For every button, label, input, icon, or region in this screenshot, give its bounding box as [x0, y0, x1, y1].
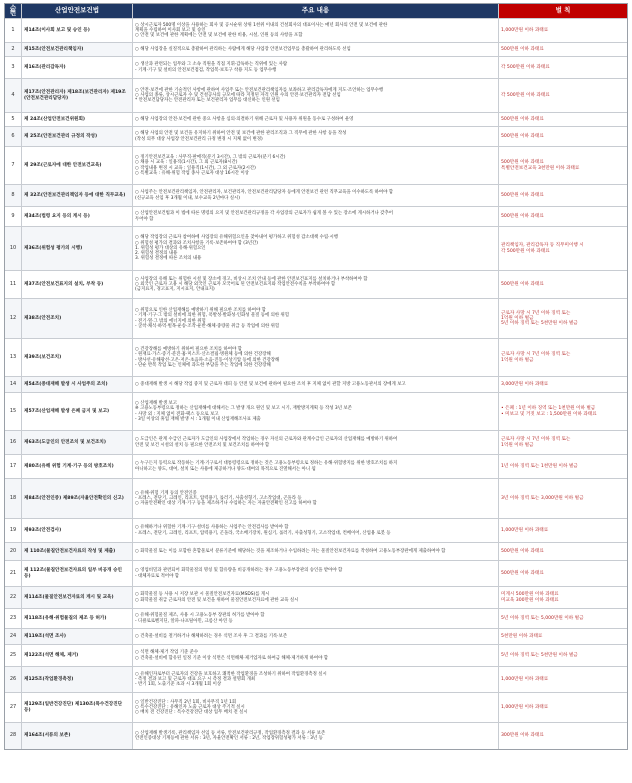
penalty-line: 5년 이하 징역 또는 5천만원 이하 벌금 — [501, 652, 578, 658]
content-line: - 방사선·유해광선·고온·저온·초음파·소음·진동·이상기압 등에 의한 건강장해 — [135, 357, 280, 363]
row-law-article: 제 24조(산업안전보건위원회) — [22, 113, 133, 126]
row-number: 17 — [5, 455, 22, 478]
content-line: ○ 건축물·설비를 철거하거나 해체하려는 경우 석면 조사 후 그 결과를 기록·보존 — [135, 633, 288, 639]
content-line: ○ 유해·위험물질 제조, 사용 시 고용노동부 장관의 허가를 받아야 함 — [135, 613, 265, 619]
content-line: ○ 중대재해 발생 시 해당 작업 중지 및 근로자 대피 등 안전 및 보건에 관하여 필요한 조치 후 지체 없이 관할 지방 고용노동관서의 장에게 보고 — [135, 381, 406, 387]
row-number: 6 — [5, 127, 22, 146]
row-law-article: 제164조(서류의 보존) — [22, 723, 133, 749]
row-law-article: 제 32조(안전보건관리책임자 등에 대한 직무교육) — [22, 185, 133, 206]
content-line: - 기계·기구·그 밖의 설비에 의한 위험, 폭발성·발화성·인화성 물질 등에 의한 위험 — [135, 313, 290, 319]
content-line: ○ 작업내용 변경 시 교육 : 일용직(1시간), 그 외 근로자(2시간) — [135, 165, 256, 171]
penalty-line: 500만원 이하 과태료 — [501, 133, 544, 139]
content-line: 계획을 수립하여 이사회 보고 및 승인 — [135, 27, 206, 33]
content-line: - 전기·열·그 밖의 에너지에 의한 위험 — [135, 318, 206, 324]
row-number: 25 — [5, 645, 22, 666]
table-row — [5, 377, 627, 393]
table-header — [5, 4, 627, 19]
content-line: ○ 영업비밀과 관련되어 화학물질의 명칭 및 함유량을 비공개하려는 경우 고용노동부장관의 승인을 받아야 함 — [135, 568, 343, 574]
row-number: 16 — [5, 431, 22, 454]
row-law-article: 제80조(유해 위험 기계·기구 등의 방호조치) — [22, 455, 133, 478]
penalty-line: 3년 이하 징역 또는 3,000만원 이하 벌금 — [501, 495, 584, 501]
content-line: ○ 해당 사업장의 안전·보건에 관한 중요 사항을 심의·의결하기 위해 근로자 및 사용자 위원을 동수로 구성하여 운영 — [135, 116, 354, 122]
penalty-line: 500만원 이하 과태료 — [501, 46, 544, 52]
row-penalty — [499, 147, 627, 184]
content-line: ○ 상시근로자 500명 이상을 사용하는 회사 및 공시순위 상위 1천위 이내의 건설회사의 대표이사는 매년 회사의 안전 및 보건에 관한 — [135, 22, 388, 28]
content-line: ○ 위험성 평가의 결과와 조치사항을 기록·보존하여야 함 (3년간) — [135, 240, 259, 246]
row-penalty — [499, 667, 627, 692]
row-penalty — [499, 629, 627, 644]
row-main-content — [133, 723, 499, 749]
row-main-content — [133, 519, 499, 542]
penalty-line: 근로자 사망 시 7년 이하 징역 또는 — [501, 352, 571, 358]
table-row — [5, 519, 627, 543]
content-line: (금지표지, 경고표지, 지시표지, 안내표지) — [135, 287, 215, 293]
content-line: 안전 및 보건 시설의 설치 등 필요한 안전조치 및 보건조치를 하여야 함 — [135, 442, 270, 448]
header-no: 순번 — [5, 4, 22, 18]
content-line: ○ 외국인 근로자 고용 시 해당 외국인 근로자 모국어로 된 안전보건표지와 작업안전수칙을 부착하여야 함 — [135, 281, 336, 287]
row-law-article: 제34조(법령 요지 등의 게시 등) — [22, 207, 133, 226]
table-row — [5, 339, 627, 377]
penalty-line: 근로자 사망 시 7년 이하 징역 또는 — [501, 437, 571, 443]
table-row — [5, 113, 627, 127]
row-law-article: 제125조(작업환경측정) — [22, 667, 133, 692]
row-main-content — [133, 271, 499, 298]
row-penalty — [499, 127, 627, 146]
table-row — [5, 645, 627, 667]
row-law-article: 제38조(안전조치) — [22, 299, 133, 338]
row-main-content — [133, 147, 499, 184]
content-line: 2. 위험성 결정의 내용 — [135, 251, 178, 257]
row-number: 28 — [5, 723, 22, 749]
row-law-article: 제15조(안전보건관리책임자) — [22, 43, 133, 56]
penalty-line: 각 500만원 이하 과태료 — [501, 64, 550, 70]
row-law-article: 제14조(이사회 보고 및 승인 등) — [22, 19, 133, 42]
row-main-content — [133, 227, 499, 270]
row-number: 10 — [5, 227, 22, 270]
penalty-line: 1년 이하 징역 또는 1천만원 이하 벌금 — [501, 463, 578, 469]
content-line: - 반기 1회, 노출기준 초과 시 3개월 1회 이상 — [135, 682, 222, 688]
content-line: ○ 사업주는 안전보건관리책임자, 안전관리자, 보건관리자, 안전보건관리담당자 등에게 안전보건 관련 직무교육을 이수하도록 하여야 함 — [135, 190, 394, 196]
content-line: ○ 특수건강진단 : 유해인자 노출 근로자 대상 주기적 실시 — [135, 704, 245, 710]
row-number: 11 — [5, 271, 22, 298]
table-row — [5, 43, 627, 57]
row-law-article: 제37조(안전보건표지의 설치, 부착 등) — [22, 271, 133, 298]
content-line: ○ 사업의 종류, 상시근로자 수 및 건설공사의 규모에 따라 지정된 자격 인원 수의 안전·보건관리자 전담 선임 — [135, 92, 341, 98]
table-row — [5, 299, 627, 339]
row-number: 3 — [5, 57, 22, 78]
content-line: ○ 자율안전확인 대상 기계·기구 등을 제조하거나 수입하는 자는 자율안전확인 신고를 하여야 함 — [135, 501, 317, 507]
row-main-content — [133, 339, 499, 376]
content-line: ○ 안전·보건에 관한 기술적인 사항에 관하여 사업주 또는 안전보건관리책임자를 보좌하고 관리감독자에게 지도·조언하는 업무수행 — [135, 87, 384, 93]
row-main-content — [133, 299, 499, 338]
penalty-line: 각 500만원 이하 과태료 — [501, 248, 550, 254]
content-line: - 기계·기구 및 설비의 안전보건점검, 작업복·보호구 착용 지도 등 업무수행 — [135, 67, 277, 73]
row-number: 24 — [5, 629, 22, 644]
penalty-line: 300만원 이하 과태료 — [501, 733, 544, 739]
row-number: 5 — [5, 113, 22, 126]
penalty-line: 관리책임자, 관리감독자 등 직무미이행 시 — [501, 243, 584, 249]
table-row — [5, 431, 627, 455]
row-penalty — [499, 377, 627, 392]
table-row — [5, 227, 627, 271]
content-line: * 안전보건담당자는 안전관리자 또는 보건관리자 업무를 대신하는 인원 선임 — [135, 98, 280, 104]
row-number: 1 — [5, 19, 22, 42]
penalty-line: • 미보고 및 거짓 보고 : 1,500만원 이하 과태료 — [501, 411, 597, 417]
row-number: 4 — [5, 79, 22, 112]
table-row — [5, 479, 627, 519]
content-line: 3. 위험성 결정에 따른 조치의 내용 — [135, 256, 202, 262]
content-line: - 원재료·가스·증기·분진·흄·미스트·산소결핍·병원체 등에 의한 건강장해 — [135, 352, 271, 358]
row-main-content — [133, 609, 499, 628]
content-line: ○ 안전 및 보건에 관한 계획에는 안전 및 보건에 관한 비용, 시설, 인원 등의 사항을 포함 — [135, 33, 303, 39]
row-law-article: 제 110조(물질안전보건자료의 작성 및 제출) — [22, 543, 133, 560]
row-penalty — [499, 455, 627, 478]
row-number: 13 — [5, 339, 22, 376]
row-law-article: 제57조(산업재해 발생 은폐 금지 및 보고) — [22, 393, 133, 430]
row-penalty — [499, 519, 627, 542]
penalty-line: 5년 이하 징역 또는 5,000만원 이하 벌금 — [501, 615, 584, 621]
penalty-line: 1,000만원 이하 과태료 — [501, 676, 549, 682]
header-main: 주요 내용 — [133, 4, 499, 18]
row-main-content — [133, 57, 499, 78]
content-line: 1. 위험성 평가 대상의 유해·위험요인 — [135, 245, 206, 251]
row-main-content — [133, 431, 499, 454]
row-law-article: 제36조(위험성 평가의 시행) — [22, 227, 133, 270]
content-line: ○ 배치 전 건강진단 : 특수건강진단 대상 업무 배치 전 실시 — [135, 710, 248, 716]
row-penalty — [499, 57, 627, 78]
content-line: ○ 해당 사업의 안전 및 보건을 유지하기 위하여 안전 및 보건에 관한 관리조직과 그 직무에 관한 사항 등을 작성 — [135, 131, 347, 137]
content-line: ○ 화학물질 또는 이를 포함한 혼합물로서 분류기준에 해당하는 것을 제조하거나 수입하려는 자는 물질안전보건자료를 작성하여 고용노동부장관에게 제출하여야 함 — [135, 548, 446, 554]
content-line: ○ 산업안전보건법과 이 법에 따른 명령의 요지 및 안전보건관리규정을 각 사업장의 근로자가 쉽게 볼 수 있는 장소에 게시하거나 갖추어 — [135, 211, 393, 217]
table-row — [5, 57, 627, 79]
row-main-content — [133, 543, 499, 560]
content-line: (작성 의무 대상 사업장 안전보건관리 규정 변경 시 지체 없이 변경) — [135, 136, 263, 142]
content-line: - 디클로로벤지딘, 알파-나프틸아민, 크롬산 아연 등 — [135, 618, 233, 624]
row-law-article: 제17조(안전관리자) 제18조(보건관리자) 제19조(안전보건관리담당자) — [22, 79, 133, 112]
row-law-article: 제 112조(물질안전보건자료의 일부 비공개 승인 등) — [22, 561, 133, 586]
row-penalty — [499, 79, 627, 112]
row-number: 26 — [5, 667, 22, 692]
content-line: ○ 일반건강진단 : 사무직 2년 1회, 비사무직 1년 1회 — [135, 699, 237, 705]
row-law-article: 제 29조(근로자에 대한 안전보건교육) — [22, 147, 133, 184]
row-number: 18 — [5, 479, 22, 518]
content-line: ○ 생산과 관련되는 업무와 그 소속 직원을 직접 지휘·감독하는 직위에 있는 사람 — [135, 62, 288, 68]
row-penalty — [499, 723, 627, 749]
content-line: 안전인증대상 기계등에 관한 서류 : 3년, 자율안전확인 서류 : 2년, 작업장위험성평가 서류 : 3년 등 — [135, 736, 323, 741]
row-number: 27 — [5, 693, 22, 722]
table-row — [5, 667, 627, 693]
penalty-line: 500만원 이하 과태료 — [501, 281, 544, 287]
content-line: ○ 정기안전보건교육 : 사무직·판매직(분기 3시간), 그 밖의 근로자(분기 6시간) — [135, 154, 286, 160]
penalty-line: • 은폐 : 1년 이하 징역 또는 1천만원 이하 벌금 — [501, 406, 596, 412]
row-law-article: 제119조(석면 조사) — [22, 629, 133, 644]
row-law-article: 제 25조(안전보건관리 규정의 작성) — [22, 127, 133, 146]
penalty-line: 500만원 이하 과태료 — [501, 548, 544, 554]
penalty-line: 3,000만원 이하 과태료 — [501, 381, 549, 387]
table-row — [5, 185, 627, 207]
row-number: 9 — [5, 207, 22, 226]
row-main-content — [133, 667, 499, 692]
table-row — [5, 629, 627, 645]
content-line: ○ 유해인자로부터 근로자의 건강을 보호하고 쾌적한 작업환경을 조성하기 위하여 작업환경측정 실시 — [135, 671, 327, 677]
row-main-content — [133, 185, 499, 206]
row-main-content — [133, 393, 499, 430]
content-line: ○ 석면 해체·제거 작업 기준 준수 — [135, 650, 199, 656]
row-main-content — [133, 455, 499, 478]
row-penalty — [499, 185, 627, 206]
row-number: 19 — [5, 519, 22, 542]
row-number: 8 — [5, 185, 22, 206]
row-number: 22 — [5, 587, 22, 608]
content-line: 두어야 함 — [135, 216, 154, 222]
penalty-line: 각 500만원 이하 과태료 — [501, 92, 550, 98]
content-line: (신규교육 선임 후 3개월 이내, 보수교육 2년마다 실시) — [135, 195, 241, 201]
row-penalty — [499, 227, 627, 270]
content-line: ○ 산업재해 발생기록, 관리책임자 선임 등 서류, 안전보건관리규정, 작업환경측정 결과 등 서류 보존 — [135, 730, 326, 736]
penalty-line: 5천만원 이하 과태료 — [501, 633, 543, 639]
content-line: 아니하고는 양도, 대여, 설치 또는 사용에 제공하거나 양도·대여의 목적으로 진열해서는 아니 됨 — [135, 466, 316, 472]
content-line: - 단순 반복 작업 또는 인체에 과도한 부담을 주는 작업에 의한 건강장해 — [135, 362, 271, 368]
row-penalty — [499, 479, 627, 518]
row-main-content — [133, 561, 499, 586]
penalty-line: 1,000만원 이하 과태료 — [501, 527, 549, 533]
table-row — [5, 79, 627, 113]
row-main-content — [133, 207, 499, 226]
row-number: 14 — [5, 377, 22, 392]
content-line: - 사망 외 : 지체 없이 전화·팩스 등으로 보고 — [135, 411, 219, 417]
row-penalty — [499, 431, 627, 454]
penalty-line: 500만원 이하 과태료 — [501, 160, 544, 166]
row-penalty — [499, 43, 627, 56]
penalty-line: 500만원 이하 과태료 — [501, 570, 544, 576]
row-main-content — [133, 19, 499, 42]
row-number: 21 — [5, 561, 22, 586]
row-law-article: 제114조(물질안전보건자료의 게시 및 교육) — [22, 587, 133, 608]
row-law-article: 제129조(일반건강진단) 제130조(특수건강진단 등) — [22, 693, 133, 722]
table-row — [5, 587, 627, 609]
content-line: ○ 화학물질 등 사용 시 저장 보관 시 물질안전보건자료(MSDS)를 게시 — [135, 592, 270, 598]
row-main-content — [133, 645, 499, 666]
row-main-content — [133, 479, 499, 518]
row-law-article: 제93조(안전검사) — [22, 519, 133, 542]
row-number: 15 — [5, 393, 22, 430]
row-law-article: 제54조(중대재해 발생 시 사업주의 조치) — [22, 377, 133, 392]
content-line: ○ 위험으로 인한 산업재해를 예방하기 위해 필요한 조치를 하여야 함 — [135, 307, 266, 313]
content-line: ○ 채용 시 교육 : 일용직(1시간), 그 외 근로자(8시간) — [135, 160, 238, 166]
row-main-content — [133, 43, 499, 56]
row-law-article: 제39조(보건조치) — [22, 339, 133, 376]
table-row — [5, 543, 627, 561]
table-row — [5, 455, 627, 479]
row-main-content — [133, 79, 499, 112]
content-line: ○ 건축물·설비에 함유된 일정 기준 이상 석면은 석면해체·제거업자로 하여금 해체·제거하게 하여야 함 — [135, 655, 329, 661]
table-row — [5, 561, 627, 587]
penalty-line: 1억원 이하 벌금 — [501, 315, 534, 321]
table-row — [5, 723, 627, 749]
row-penalty — [499, 393, 627, 430]
penalty-line: 특별안전보건교육 3천만원 이하 과태료 — [501, 165, 580, 171]
penalty-line: 5년 이하 징역 또는 5천만원 이하 벌금 — [501, 321, 578, 327]
penalty-line: 근로자 사망 시 7년 이하 징역 또는 — [501, 310, 571, 316]
content-line: ○ 유해하거나 위험한 기계·기구·설비를 사용하는 사업주는 안전검사를 받아야 함 — [135, 525, 289, 531]
content-line: - 프레스, 전단기, 크레인, 리프트, 압력용기, 곤돌라, 국소배기장치, 원심기, 롤러기, 사출성형기, 고소작업대, 컨베이어, 산업용 로봇 등 — [135, 530, 391, 536]
row-penalty — [499, 207, 627, 226]
row-main-content — [133, 587, 499, 608]
table-row — [5, 271, 627, 299]
content-line: - 대체자료로 적어야 함 — [135, 573, 179, 579]
table-row — [5, 207, 627, 227]
row-penalty — [499, 19, 627, 42]
table-row — [5, 147, 627, 185]
content-line: - 프레스, 전단기, 크레인, 리프트, 압력용기, 롤러기, 사출성형기, 고소작업대, 곤돌라 등 — [135, 495, 302, 501]
penalty-line: 1억원 이하 벌금 — [501, 357, 534, 363]
row-number: 2 — [5, 43, 22, 56]
penalty-line: 1,000만원 이하 과태료 — [501, 704, 549, 710]
row-main-content — [133, 377, 499, 392]
penalty-line: 500만원 이하 과태료 — [501, 192, 544, 198]
content-line: - 측정 결과 보고 및 근로자 대표 요구 시 측정 결과 설명회 개최 — [135, 676, 256, 682]
row-penalty — [499, 543, 627, 560]
content-line: ○ 건강장해를 예방하기 위하여 필요한 조치를 하여야 함 — [135, 346, 242, 352]
penalty-line: 500만원 이하 과태료 — [501, 213, 544, 219]
row-number: 12 — [5, 299, 22, 338]
law-penalty-table — [4, 3, 628, 750]
row-penalty — [499, 299, 627, 338]
content-line: ※ 고용노동부령으로 정하는 산업재해에 대해서는 그 발생 개요 원인 및 보고 시기, 재발방지계획 등 작성 3년 보존 — [135, 406, 352, 412]
penalty-line: 1,000만원 이하 과태료 — [501, 27, 549, 33]
row-main-content — [133, 127, 499, 146]
table-row — [5, 393, 627, 431]
row-law-article: 제118조(유해·위험물질의 제조 등 허가) — [22, 609, 133, 628]
penalty-line: 미교육 300만원 이하 과태료 — [501, 597, 559, 603]
content-line: ○ 해당 작업장의 근로자 참여하에 사업장의 유해위험요인을 찾아내어 평가하고 위험성 감소대책 수립·시행 — [135, 235, 338, 241]
header-penalty: 벌 칙 — [499, 4, 627, 18]
row-penalty — [499, 693, 627, 722]
content-line: - 굴착·채석·하역·벌목·운송·조작·운반·해체·중량물 취급 등 작업에 의한 위험 — [135, 323, 280, 329]
table-row — [5, 19, 627, 43]
table-row — [5, 127, 627, 147]
content-line: ○ 유해·위험 기계 등의 안전인증 — [135, 490, 197, 496]
row-penalty — [499, 113, 627, 126]
row-law-article: 제84조(안전인증) 제89조(자율안전확인의 신고) — [22, 479, 133, 518]
content-line: ○ 도급인은 관계 수급인 근로자가 도급인의 사업장에서 작업하는 경우 자신의 근로자와 관계수급인 근로자의 산업재해를 예방하기 위하여 — [135, 437, 398, 443]
row-penalty — [499, 271, 627, 298]
content-line: ○ 화학물질 취급 근로자의 안전 및 보건을 위하여 물질안전보건자료에 관한 교육 실시 — [135, 597, 299, 603]
header-law: 산업안전보건법 — [22, 4, 133, 18]
row-number: 20 — [5, 543, 22, 560]
row-penalty — [499, 587, 627, 608]
row-law-article: 제122조(석면 해체, 제거) — [22, 645, 133, 666]
content-line: ○ 해당 사업장을 실질적으로 총괄하여 관리하는 사람에게 해당 사업장 안전보건업무를 총괄하여 관리하도록 선임 — [135, 46, 351, 52]
table-body — [5, 19, 627, 749]
content-line: - 3일 이상의 휴업 재해 발생 시 : 1개월 이내 산업재해조사표 제출 — [135, 416, 261, 422]
row-number: 23 — [5, 609, 22, 628]
penalty-line: 1억원 이하 벌금 — [501, 442, 534, 448]
row-main-content — [133, 693, 499, 722]
row-penalty — [499, 339, 627, 376]
penalty-line: 미게시 500만원 이하 과태료 — [501, 592, 559, 598]
row-main-content — [133, 113, 499, 126]
content-line: ○ 사업장의 유해 또는 위험한 시설 및 장소에 경고, 비상시 조치 안내 등에 관한 안전보건표지를 설치하거나 부착하여야 함 — [135, 276, 368, 282]
table-row — [5, 693, 627, 723]
row-number: 7 — [5, 147, 22, 184]
table-row — [5, 609, 627, 629]
row-penalty — [499, 609, 627, 628]
row-main-content — [133, 629, 499, 644]
penalty-line: 500만원 이하 과태료 — [501, 116, 544, 122]
content-line: ○ 산업재해 발생 보고 — [135, 400, 177, 406]
row-law-article: 제16조(관리감독자) — [22, 57, 133, 78]
content-line: ○ 특별교육 : 유해·위험 작업 종사 근로자 대상 16시간 이상 — [135, 170, 249, 176]
row-penalty — [499, 645, 627, 666]
row-penalty — [499, 561, 627, 586]
content-line: ○ 누구든지 동력으로 작동하는 기계·기구로서 대통령령으로 정하는 것은 고용노동부령으로 정하는 유해·위험방지를 위한 방호조치를 하지 — [135, 461, 398, 467]
row-law-article: 제63조(도급인의 안전조치 및 보건조치) — [22, 431, 133, 454]
